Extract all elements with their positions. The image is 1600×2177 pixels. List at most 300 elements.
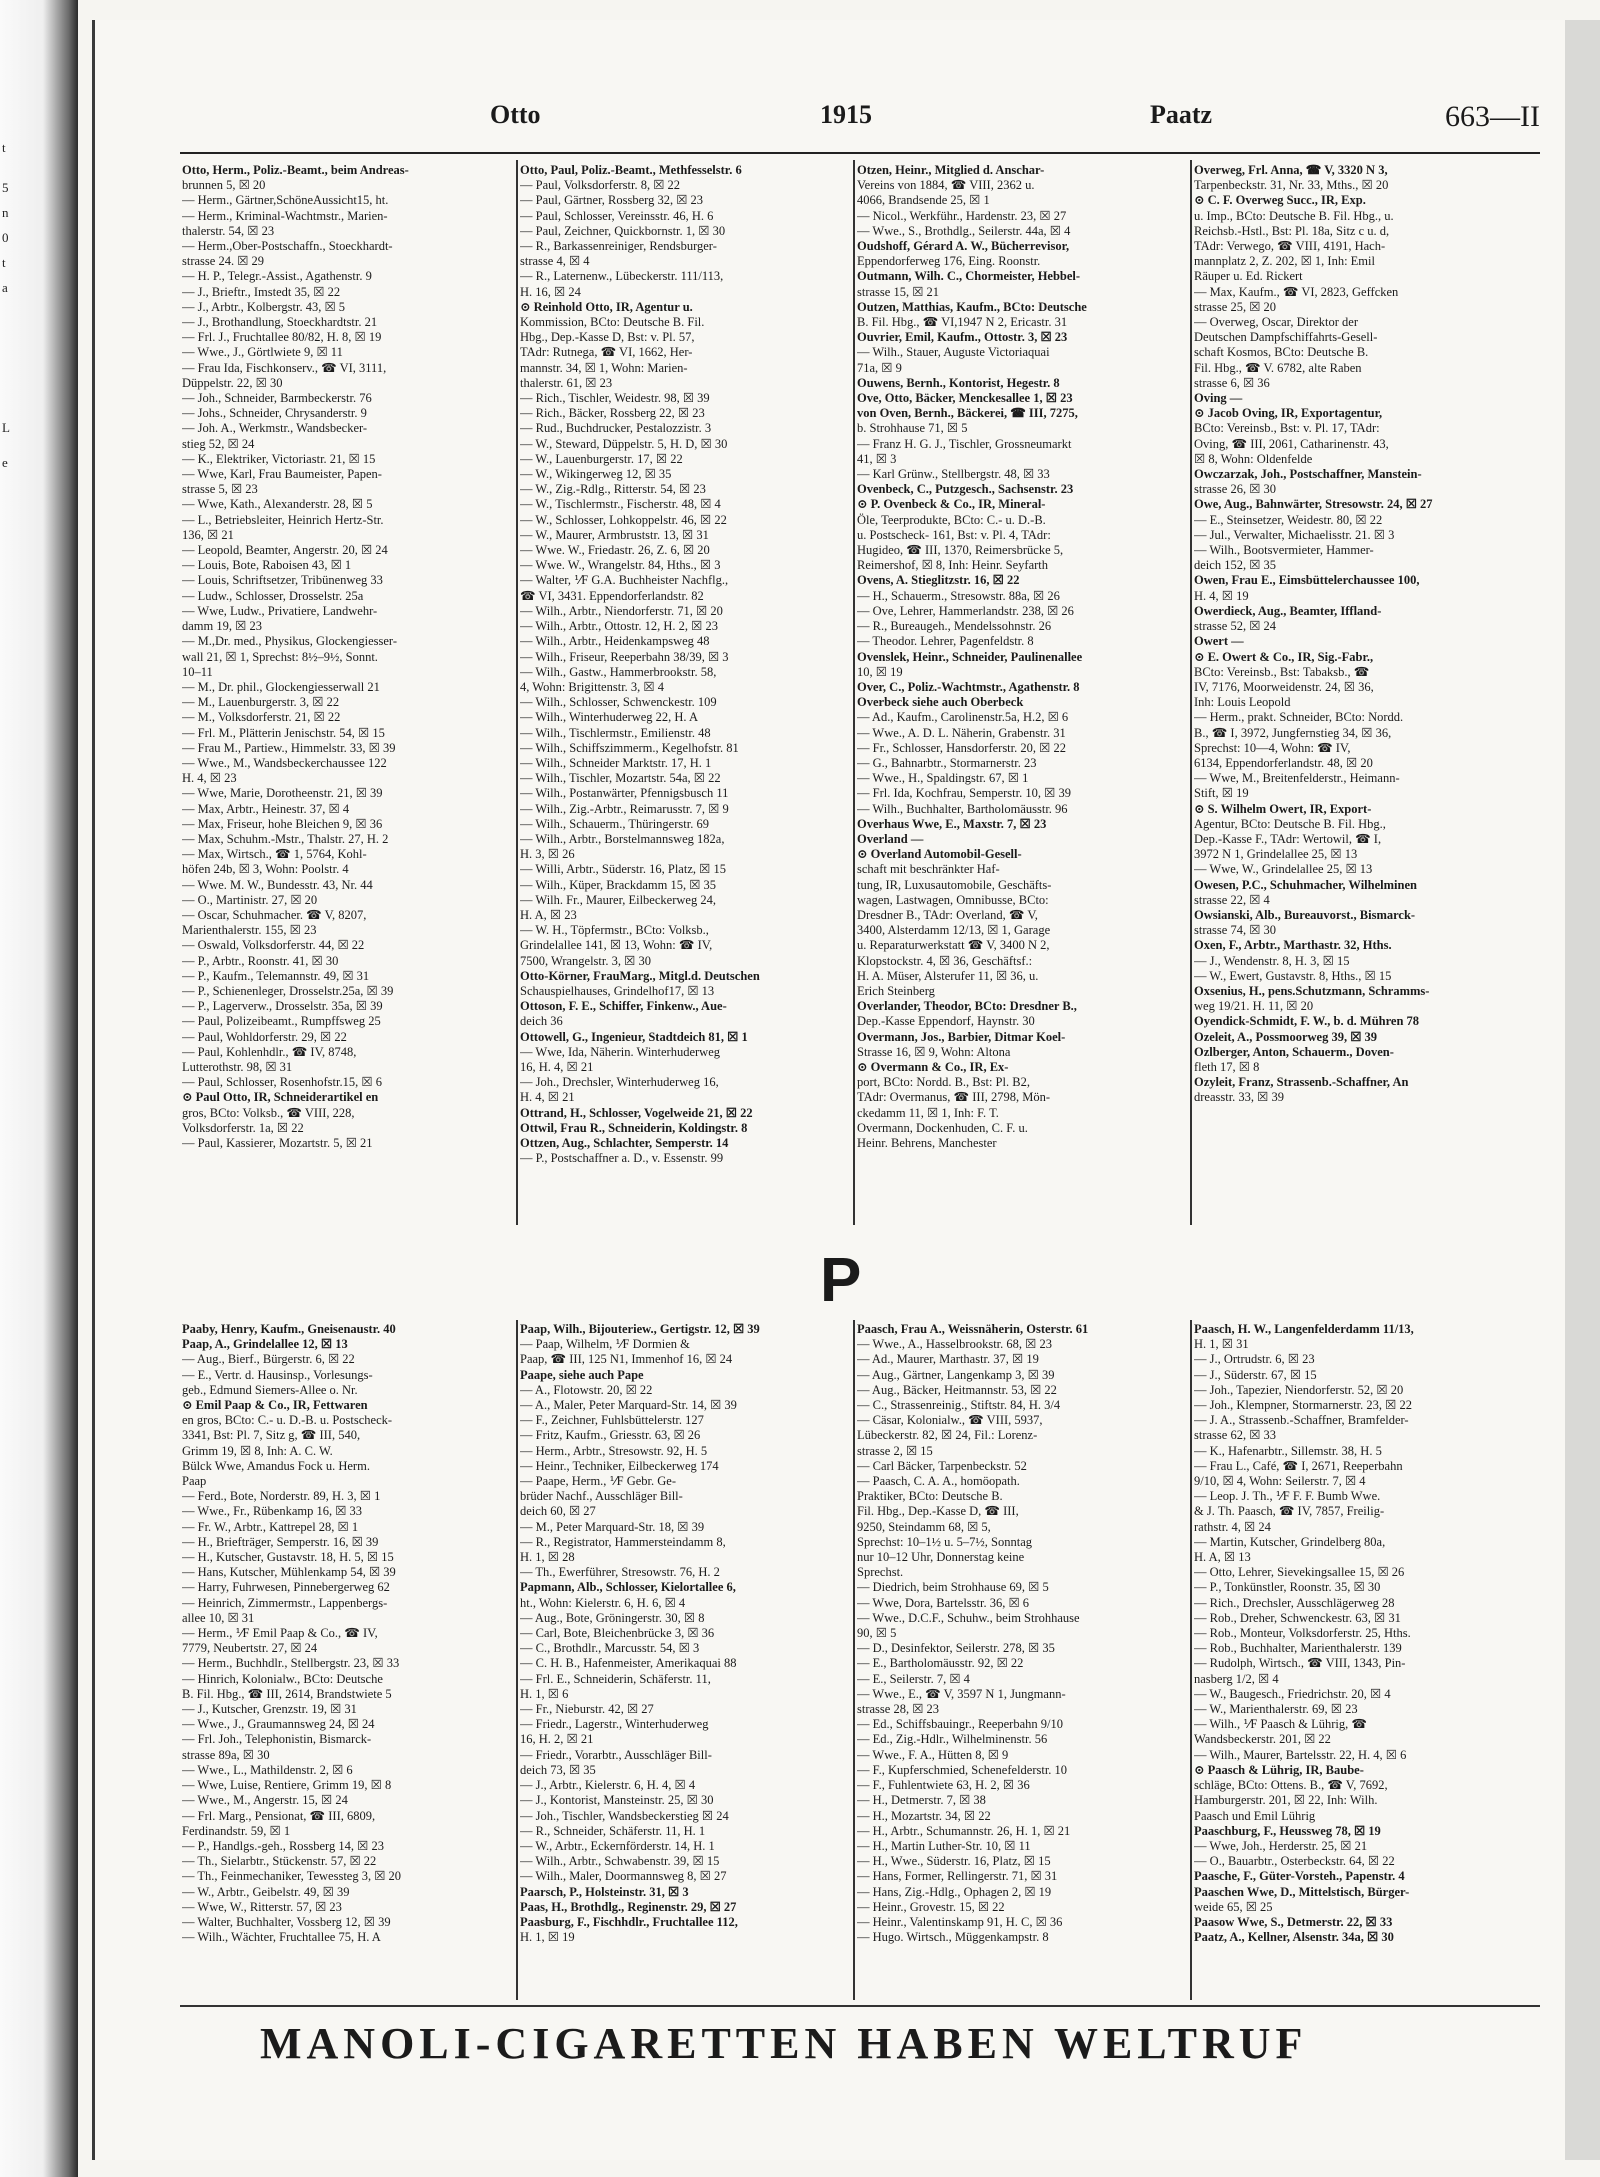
- directory-entry-line: — Paul, Schlosser, Rosenhofstr.15, ☒ 6: [182, 1075, 382, 1090]
- directory-entry-line: Paasch, H. W., Langenfelderdamm 11/13,: [1194, 1322, 1414, 1336]
- directory-entry-line: Paatz, A., Kellner, Alsenstr. 34a, ☒ 30: [1194, 1930, 1394, 1945]
- directory-entry-line: deich 36: [520, 1014, 563, 1029]
- directory-entry-line: Oving, ☎ III, 2061, Catharinenstr. 43,: [1194, 436, 1389, 451]
- directory-entry-line: — W., Steward, Düppelstr. 5, H. D, ☒ 30: [520, 436, 728, 451]
- directory-entry-line: allee 10, ☒ 31: [182, 1610, 255, 1625]
- directory-entry-line: ht., Wohn: Kielerstr. 6, H. 6, ☒ 4: [520, 1595, 686, 1610]
- directory-entry-line: Ove, Otto, Bäcker, Menckesallee 1, ☒ 23: [857, 391, 1073, 406]
- directory-entry-line: mannplatz 2, Z. 202, ☒ 1, Inh: Emil: [1194, 254, 1375, 269]
- directory-entry-line: ⊙ Overmann & Co., IR, Ex-: [857, 1059, 1009, 1074]
- directory-entry-line: — Wilh., Bootsvermieter, Hammer-: [1194, 543, 1374, 558]
- directory-entry-line: 6134, Eppendorferlandstr. 48, ☒ 20: [1194, 755, 1373, 770]
- directory-entry-line: Owsianski, Alb., Bureauvorst., Bismarck-: [1194, 907, 1416, 922]
- directory-entry-line: — Ad., Kaufm., Carolinenstr.5a, H.2, ☒ 6: [857, 710, 1069, 725]
- directory-entry-line: strasse 24. ☒ 29: [182, 254, 265, 269]
- directory-entry-line: — H., Arbtr., Schumannstr. 26, H. 1, ☒ 21: [857, 1823, 1071, 1838]
- directory-entry-line: — Harry, Fuhrwesen, Pinnebergerweg 62: [182, 1580, 390, 1595]
- directory-entry-line: — Aug., Gärtner, Langenkamp 3, ☒ 39: [857, 1367, 1055, 1382]
- directory-entry-line: — Ludw., Schlosser, Drosselstr. 25a: [182, 588, 364, 603]
- directory-entry-line: Lübeckerstr. 82, ☒ 24, Fil.: Lorenz-: [857, 1428, 1038, 1443]
- directory-entry-line: — Frl. J., Fruchtallee 80/82, H. 8, ☒ 19: [182, 330, 382, 345]
- directory-entry-line: — H., Mozartstr. 34, ☒ 22: [857, 1808, 991, 1823]
- directory-entry-line: — J., Brothandlung, Stoeckhardtstr. 21: [182, 315, 378, 330]
- directory-entry-line: 90, ☒ 5: [857, 1626, 897, 1641]
- directory-entry-line: 136, ☒ 21: [182, 527, 234, 542]
- directory-entry-line: 9/10, ☒ 4, Wohn: Seilerstr. 7, ☒ 4: [1194, 1474, 1366, 1489]
- directory-entry-line: — Rud., Buchdrucker, Pestalozzistr. 3: [520, 421, 712, 436]
- directory-entry-line: — Ed., Schiffsbauingr., Reeperbahn 9/10: [857, 1717, 1063, 1732]
- directory-entry-line: dreasstr. 33, ☒ 39: [1194, 1090, 1285, 1105]
- directory-entry-line: — Frau Ida, Fischkonserv., ☎ VI, 3111,: [182, 360, 387, 375]
- column-divider: [1190, 160, 1192, 1225]
- directory-entry-line: Over, C., Poliz.-Wachtmstr., Agathenstr. 8: [857, 679, 1080, 694]
- directory-entry-line: nur 10–12 Uhr, Donnerstag keine: [857, 1550, 1025, 1565]
- directory-entry-line: ☒ 8, Wohn: Oldenfelde: [1194, 451, 1313, 466]
- directory-entry-line: — J., Arbtr., Kolbergstr. 43, ☒ 5: [182, 299, 346, 314]
- directory-entry-line: — D., Desinfektor, Seilerstr. 278, ☒ 35: [857, 1641, 1055, 1656]
- directory-entry-line: B., ☎ I, 3972, Jungfernstieg 34, ☒ 36,: [1194, 725, 1392, 740]
- margin-fragment: n: [2, 205, 9, 220]
- directory-entry-line: — Wilh., Arbtr., Niendorferstr. 71, ☒ 20: [520, 603, 723, 618]
- directory-entry-line: — Carl Bäcker, Tarpenbeckstr. 52: [857, 1458, 1027, 1473]
- directory-entry-line: Oudshoff, Gérard A. W., Bücherrevisor,: [857, 239, 1070, 254]
- directory-entry-line: — Wilh., Schneider Marktstr. 17, H. 1: [520, 755, 712, 770]
- directory-entry-line: mannstr. 34, ☒ 1, Wohn: Marien-: [520, 360, 688, 375]
- directory-entry-line: — Fr., Schlosser, Hansdorferstr. 20, ☒ 22: [857, 740, 1066, 755]
- directory-entry-line: Erich Steinberg: [857, 983, 935, 998]
- directory-entry-line: — Joh., Tischler, Wandsbeckerstieg ☒ 24: [520, 1808, 729, 1823]
- directory-entry-line: — H., Kutscher, Gustavstr. 18, H. 5, ☒ 15: [182, 1550, 394, 1565]
- directory-entry-line: — Wwe., A. D. L. Näherin, Grabenstr. 31: [857, 725, 1066, 740]
- directory-entry-line: Fil. Hbg., ☎ V. 6782, alte Raben: [1194, 360, 1362, 375]
- directory-entry-line: Klopstockstr. 4, ☒ 36, Geschäftsf.:: [857, 953, 1033, 968]
- directory-column: [857, 163, 1187, 1223]
- directory-entry-line: Dep.-Kasse Eppendorf, Haynstr. 30: [857, 1014, 1035, 1029]
- directory-entry-line: — Wilh., Arbtr., Schwabenstr. 39, ☒ 15: [520, 1854, 720, 1869]
- directory-entry-line: weide 65, ☒ 25: [1194, 1899, 1273, 1914]
- directory-entry-line: — Jul., Verwalter, Michaelisstr. 21. ☒ 3: [1194, 527, 1395, 542]
- directory-entry-line: — Ove, Lehrer, Hammerlandstr. 238, ☒ 26: [857, 603, 1074, 618]
- directory-entry-line: ☎ VI, 3431. Eppendorferlandstr. 82: [520, 588, 704, 603]
- directory-entry-line: strasse 5, ☒ 23: [182, 482, 258, 497]
- directory-entry-line: — M., Peter Marquard-Str. 18, ☒ 39: [520, 1519, 705, 1534]
- directory-entry-line: H. 4, ☒ 19: [1194, 588, 1249, 603]
- directory-entry-line: — Karl Grünw., Stellbergstr. 48, ☒ 33: [857, 467, 1050, 482]
- directory-entry-line: — W., Wikingerweg 12, ☒ 35: [520, 467, 672, 482]
- directory-entry-line: Overhaus Wwe, E., Maxstr. 7, ☒ 23: [857, 816, 1047, 831]
- directory-entry-line: Schauspielhauses, Grindelhof17, ☒ 13: [520, 983, 715, 998]
- directory-entry-line: — Rich., Drechsler, Ausschlägerweg 28: [1194, 1595, 1395, 1610]
- directory-entry-line: H. 1, ☒ 6: [520, 1686, 569, 1701]
- directory-entry-line: — R., Schneider, Schäferstr. 11, H. 1: [520, 1823, 706, 1838]
- directory-entry-line: Sprechst: 10—4, Wohn: ☎ IV,: [1194, 740, 1351, 755]
- directory-entry-line: schläge, BCto: Ottens. B., ☎ V, 7692,: [1194, 1778, 1388, 1793]
- directory-entry-line: — F., Kupferschmied, Schenefelderstr. 10: [857, 1762, 1068, 1777]
- directory-entry-line: — J., Ortrudstr. 6, ☒ 23: [1194, 1352, 1315, 1367]
- directory-entry-line: — F., Zeichner, Fuhlsbüttelerstr. 127: [520, 1413, 704, 1428]
- directory-entry-line: — Wwe, Karl, Frau Baumeister, Papen-: [182, 467, 382, 482]
- margin-fragment: e: [2, 455, 8, 470]
- directory-entry-line: — Frau L., Café, ☎ I, 2671, Reeperbahn: [1194, 1458, 1403, 1473]
- directory-entry-line: Öle, Teerprodukte, BCto: C.- u. D.-B.: [857, 512, 1046, 527]
- directory-entry-line: Ferdinandstr. 59, ☒ 1: [182, 1823, 291, 1838]
- directory-entry-line: Paasburg, F., Fischhdlr., Fruchtallee 112,: [520, 1914, 738, 1929]
- directory-entry-line: — K., Hafenarbtr., Sillemstr. 38, H. 5: [1194, 1443, 1382, 1458]
- directory-entry-line: Ovenbeck, C., Putzgesch., Sachsenstr. 23: [857, 482, 1074, 497]
- directory-entry-line: — Wwe., S., Brothdlg., Seilerstr. 44a, ☒ 4: [857, 223, 1071, 238]
- directory-entry-line: Volksdorferstr. 1a, ☒ 22: [182, 1120, 304, 1135]
- directory-entry-line: Paasow Wwe, S., Detmerstr. 22, ☒ 33: [1194, 1914, 1393, 1929]
- directory-entry-line: TAdr: Rutnega, ☎ VI, 1662, Her-: [520, 345, 693, 360]
- directory-entry-line: Lutterothstr. 98, ☒ 31: [182, 1059, 293, 1074]
- directory-entry-line: — E., Bartholomäusstr. 92, ☒ 22: [857, 1656, 1024, 1671]
- directory-entry-line: Wandsbeckerstr. 201, ☒ 22: [1194, 1732, 1331, 1747]
- directory-entry-line: — Ed., Zig.-Hdlr., Wilhelminenstr. 56: [857, 1732, 1048, 1747]
- directory-entry-line: Paaschburg, F., Heussweg 78, ☒ 19: [1194, 1823, 1381, 1838]
- directory-entry-line: damm 19, ☒ 23: [182, 619, 262, 634]
- directory-entry-line: — Wilh., Postanwärter, Pfennigsbusch 11: [520, 786, 729, 801]
- directory-entry-line: Räuper u. Ed. Rickert: [1194, 269, 1303, 284]
- directory-entry-line: strasse 2, ☒ 15: [857, 1443, 933, 1458]
- directory-entry-line: — K., Elektriker, Victoriastr. 21, ☒ 15: [182, 451, 376, 466]
- directory-entry-line: — C., Strassenreinig., Stiftstr. 84, H. 3/4: [857, 1398, 1061, 1413]
- directory-entry-line: — P., Tonkünstler, Roonstr. 35, ☒ 30: [1194, 1580, 1381, 1595]
- directory-entry-line: — Wilh., Arbtr., Ottostr. 12, H. 2, ☒ 23: [520, 619, 718, 634]
- directory-entry-line: Sprechst.: [857, 1565, 904, 1580]
- directory-entry-line: — Heinrich, Zimmermstr., Lappenbergs-: [182, 1595, 388, 1610]
- directory-entry-line: — H., Martin Luther-Str. 10, ☒ 11: [857, 1838, 1031, 1853]
- directory-entry-line: — J., Kontorist, Mansteinstr. 25, ☒ 30: [520, 1793, 714, 1808]
- directory-entry-line: — R., Barkassenreiniger, Rendsburger-: [520, 239, 717, 254]
- directory-entry-line: — Heinr., Valentinskamp 91, H. C, ☒ 36: [857, 1914, 1063, 1929]
- directory-entry-line: — Oswald, Volksdorferstr. 44, ☒ 22: [182, 938, 365, 953]
- directory-entry-line: — C., Brothdlr., Marcusstr. 54, ☒ 3: [520, 1641, 700, 1656]
- directory-entry-line: 10–11: [182, 664, 213, 679]
- directory-entry-line: — W., Marienthalerstr. 69, ☒ 23: [1194, 1702, 1358, 1717]
- column-divider: [516, 160, 518, 1225]
- directory-entry-line: — M., Dr. phil., Glockengiesserwall 21: [182, 679, 380, 694]
- directory-entry-line: — H. P., Telegr.-Assist., Agathenstr. 9: [182, 269, 372, 284]
- directory-entry-line: Overmann, Jos., Barbier, Ditmar Koel-: [857, 1029, 1066, 1044]
- directory-entry-line: — Rob., Dreher, Schwenckestr. 63, ☒ 31: [1194, 1610, 1401, 1625]
- directory-entry-line: Sprechst: 10–1½ u. 5–7½, Sonntag: [857, 1534, 1032, 1549]
- directory-entry-line: Ouwens, Bernh., Kontorist, Hegestr. 8: [857, 375, 1060, 390]
- directory-entry-line: H. 4, ☒ 23: [182, 771, 237, 786]
- directory-entry-line: — Ad., Maurer, Marthastr. 37, ☒ 19: [857, 1352, 1039, 1367]
- directory-entry-line: tung, IR, Luxusautomobile, Geschäfts-: [857, 877, 1052, 892]
- directory-entry-line: — Nicol., Werkführ., Hardenstr. 23, ☒ 27: [857, 208, 1067, 223]
- directory-entry-line: Ottwil, Frau R., Schneiderin, Koldingstr. 8: [520, 1120, 748, 1135]
- directory-entry-line: — L., Betriebsleiter, Heinrich Hertz-Str.: [182, 512, 384, 527]
- directory-entry-line: — Paap, Wilhelm, ⅟F Dormien &: [520, 1337, 690, 1352]
- column-divider: [853, 160, 855, 1225]
- directory-entry-line: — Hans, Kutscher, Mühlenkamp 54, ☒ 39: [182, 1565, 396, 1580]
- directory-entry-line: Ozlberger, Anton, Schauerm., Doven-: [1194, 1044, 1394, 1059]
- directory-entry-line: — Wwe, W., Grindelallee 25, ☒ 13: [1194, 862, 1373, 877]
- header-year: 1915: [820, 100, 872, 129]
- directory-entry-line: — W., Schlosser, Lohkoppelstr. 46, ☒ 22: [520, 512, 727, 527]
- directory-entry-line: — Joh. A., Werkmstr., Wandsbecker-: [182, 421, 368, 436]
- directory-entry-line: wagen, Lastwagen, Omnibusse, BCto:: [857, 892, 1049, 907]
- directory-entry-line: — Wwe, Dora, Bartelsstr. 36, ☒ 6: [857, 1595, 1030, 1610]
- directory-entry-line: — Cäsar, Kolonialw., ☎ VIII, 5937,: [857, 1413, 1043, 1428]
- directory-entry-line: Overland —: [857, 831, 924, 846]
- directory-entry-line: Owert —: [1194, 634, 1244, 649]
- directory-entry-line: b. Strohhause 71, ☒ 5: [857, 421, 968, 436]
- page-header: [90, 100, 1540, 140]
- directory-entry-line: strasse 89a, ☒ 30: [182, 1747, 270, 1762]
- directory-entry-line: — Rich., Tischler, Weidestr. 98, ☒ 39: [520, 391, 710, 406]
- directory-entry-line: — Paul, Polizeibeamt., Rumpffsweg 25: [182, 1014, 381, 1029]
- directory-entry-line: gros, BCto: Volksb., ☎ VIII, 228,: [182, 1105, 355, 1120]
- directory-entry-line: Grimm 19, ☒ 8, Inh: A. C. W.: [182, 1443, 333, 1458]
- directory-entry-line: strasse 62, ☒ 33: [1194, 1428, 1277, 1443]
- directory-entry-line: — Diedrich, beim Strohhause 69, ☒ 5: [857, 1580, 1049, 1595]
- directory-entry-line: — P., Lagerverw., Drosselstr. 35a, ☒ 39: [182, 999, 383, 1014]
- directory-entry-line: — Max, Wirtsch., ☎ 1, 5764, Kohl-: [182, 847, 367, 862]
- directory-column: [182, 1322, 512, 1998]
- directory-entry-line: Reimershof, ☒ 8, Inh: Heinr. Seyfarth: [857, 558, 1049, 573]
- directory-entry-line: Strasse 16, ☒ 9, Wohn: Altona: [857, 1044, 1011, 1059]
- directory-entry-line: — Wwe., H., Spaldingstr. 67, ☒ 1: [857, 771, 1029, 786]
- directory-entry-line: 4066, Brandsende 25, ☒ 1: [857, 193, 990, 208]
- directory-entry-line: nasberg 1/2, ☒ 4: [1194, 1671, 1279, 1686]
- directory-entry-line: — Wilh., Zig.-Arbtr., Reimarusstr. 7, ☒ 9: [520, 801, 729, 816]
- directory-entry-line: — Paul, Zeichner, Quickbornstr. 1, ☒ 30: [520, 223, 726, 238]
- directory-entry-line: brüder Nachf., Ausschläger Bill-: [520, 1489, 683, 1504]
- directory-entry-line: — G., Bahnarbtr., Stormarnerstr. 23: [857, 755, 1037, 770]
- directory-entry-line: — Frau M., Partiew., Himmelstr. 33, ☒ 39: [182, 740, 396, 755]
- directory-entry-line: — Martin, Kutscher, Grindelberg 80a,: [1194, 1534, 1386, 1549]
- directory-entry-line: Düppelstr. 22, ☒ 30: [182, 375, 283, 390]
- directory-entry-line: strasse 28, ☒ 23: [857, 1702, 940, 1717]
- directory-entry-line: — Paul, Kohlenhdlr., ☎ IV, 8748,: [182, 1044, 357, 1059]
- directory-entry-line: — Th., Ewerführer, Stresowstr. 76, H. 2: [520, 1565, 720, 1580]
- directory-entry-line: Bülck Wwe, Amandus Fock u. Herm.: [182, 1458, 370, 1473]
- directory-entry-line: TAdr: Verwego, ☎ VIII, 4191, Hach-: [1194, 239, 1386, 254]
- directory-entry-line: — Wilh., Arbtr., Borstelmannsweg 182a,: [520, 831, 725, 846]
- directory-entry-line: 9250, Steindamm 68, ☒ 5,: [857, 1519, 991, 1534]
- directory-entry-line: Ottrand, H., Schlosser, Vogelweide 21, ☒ 22: [520, 1105, 753, 1120]
- directory-entry-line: Overlander, Theodor, BCto: Dresdner B.,: [857, 999, 1077, 1014]
- directory-entry-line: weg 19/21. H. 11, ☒ 20: [1194, 999, 1314, 1014]
- directory-entry-line: — R., Registrator, Hammersteindamm 8,: [520, 1534, 726, 1549]
- directory-entry-line: — Wwe, W., Ritterstr. 57, ☒ 23: [182, 1899, 342, 1914]
- directory-entry-line: B. Fil. Hbg., ☎ VI,1947 N 2, Ericastr. 31: [857, 315, 1068, 330]
- directory-entry-line: ⊙ C. F. Overweg Succ., IR, Exp.: [1194, 193, 1366, 208]
- directory-entry-line: Overmann, Dockenhuden, C. F. u.: [857, 1120, 1028, 1135]
- directory-entry-line: — A., Flotowstr. 20, ☒ 22: [520, 1382, 653, 1397]
- directory-entry-line: wall 21, ☒ 1, Sprechst: 8½–9½, Sonnt.: [182, 649, 378, 664]
- directory-entry-line: — P., Kaufm., Telemannstr. 49, ☒ 31: [182, 968, 370, 983]
- directory-entry-line: — Johs., Schneider, Chrysanderstr. 9: [182, 406, 367, 421]
- directory-entry-line: — Herm.,Ober-Postschaffn., Stoeckhardt-: [182, 239, 393, 254]
- directory-entry-line: ⊙ Overland Automobil-Gesell-: [857, 847, 1022, 862]
- directory-entry-line: — W., Tischlermstr., Fischerstr. 48, ☒ 4: [520, 497, 721, 512]
- directory-entry-line: ⊙ Jacob Oving, IR, Exportagentur,: [1194, 406, 1383, 421]
- directory-entry-line: — W., Maurer, Armbruststr. 13, ☒ 31: [520, 527, 709, 542]
- directory-entry-line: strasse 4, ☒ 4: [520, 254, 590, 269]
- directory-entry-line: — Frl. Marg., Pensionat, ☎ III, 6809,: [182, 1808, 376, 1823]
- directory-entry-line: — Wwe, Ida, Näherin. Winterhuderweg: [520, 1044, 721, 1059]
- directory-column: [520, 163, 850, 1223]
- directory-entry-line: Overbeck siehe auch Oberbeck: [857, 695, 1024, 710]
- directory-entry-line: — Herm., ⅟F Emil Paap & Co., ☎ IV,: [182, 1626, 378, 1641]
- directory-entry-line: — Wilh., Winterhuderweg 22, H. A: [520, 710, 699, 725]
- directory-entry-line: Overweg, Frl. Anna, ☎ V, 3320 N 3,: [1194, 163, 1388, 177]
- directory-entry-line: ⊙ Paul Otto, IR, Schneiderartikel en: [182, 1090, 379, 1105]
- directory-column: [182, 163, 512, 1223]
- directory-entry-line: Heinr. Behrens, Manchester: [857, 1136, 997, 1150]
- directory-entry-line: — Wilh., Friseur, Reeperbahn 38/39, ☒ 3: [520, 649, 729, 664]
- directory-entry-line: — Max, Arbtr., Heinestr. 37, ☒ 4: [182, 801, 350, 816]
- footer-rule: [180, 2005, 1540, 2007]
- directory-entry-line: — Heinr., Grovestr. 15, ☒ 22: [857, 1899, 1005, 1914]
- directory-entry-line: geb., Edmund Siemers-Allee o. Nr.: [182, 1382, 358, 1397]
- margin-fragment: 5: [2, 180, 9, 195]
- directory-entry-line: — Wwe., F. A., Hütten 8, ☒ 9: [857, 1747, 1009, 1762]
- directory-entry-line: — Herm., prakt. Schneider, BCto: Nordd.: [1194, 710, 1404, 725]
- directory-entry-line: H. 3, ☒ 26: [520, 847, 575, 862]
- margin-fragment: a: [2, 280, 8, 295]
- directory-entry-line: — Leop. J. Th., ⅟F F. F. Bumb Wwe.: [1194, 1489, 1381, 1504]
- directory-entry-line: — J., Kutscher, Grenzstr. 19, ☒ 31: [182, 1702, 357, 1717]
- directory-entry-line: — M., Lauenburgerstr. 3, ☒ 22: [182, 695, 340, 710]
- directory-entry-line: — Friedr., Lagerstr., Winterhuderweg: [520, 1717, 709, 1732]
- directory-entry-line: — Overweg, Oscar, Direktor der: [1194, 315, 1359, 330]
- directory-entry-line: — C. H. B., Hafenmeister, Amerikaquai 88: [520, 1656, 737, 1671]
- directory-entry-line: Paasche, F., Güter-Vorsteh., Papenstr. 4: [1194, 1869, 1405, 1884]
- directory-entry-line: Ottzen, Aug., Schlachter, Semperstr. 14: [520, 1136, 729, 1150]
- directory-entry-line: BCto: Vereinsb., Bst: Tabaksb., ☎: [1194, 664, 1370, 679]
- directory-entry-line: — Max, Kaufm., ☎ VI, 2823, Geffcken: [1194, 284, 1399, 299]
- directory-entry-line: — J. A., Strassenb.-Schaffner, Bramfelder-: [1194, 1413, 1409, 1428]
- directory-entry-line: — Wwe. W., Wrangelstr. 84, Hths., ☒ 3: [520, 558, 721, 573]
- directory-entry-line: Owczarzak, Joh., Postschaffner, Manstein-: [1194, 467, 1422, 482]
- directory-entry-line: — Herm., Kriminal-Wachtmstr., Marien-: [182, 208, 388, 223]
- directory-entry-line: — E., Seilerstr. 7, ☒ 4: [857, 1671, 970, 1686]
- directory-entry-line: Inh: Louis Leopold: [1194, 695, 1291, 710]
- directory-entry-line: H. 4, ☒ 21: [520, 1090, 575, 1105]
- directory-entry-line: — W., Arbtr., Geibelstr. 49, ☒ 39: [182, 1884, 350, 1899]
- directory-entry-line: Kommission, BCto: Deutsche B. Fil.: [520, 315, 705, 330]
- directory-entry-line: — Th., Sielarbtr., Stückenstr. 57, ☒ 22: [182, 1854, 377, 1869]
- directory-entry-line: Papmann, Alb., Schlosser, Kielortallee 6,: [520, 1580, 736, 1595]
- directory-entry-line: — E., Vertr. d. Hausinsp., Vorlesungs-: [182, 1367, 373, 1382]
- header-rule: [180, 152, 1540, 154]
- directory-entry-line: — Wwe., A., Hasselbrookstr. 68, ☒ 23: [857, 1337, 1052, 1352]
- scan-left-margin: [0, 0, 78, 2177]
- directory-entry-line: — Carl, Bote, Bleichenbrücke 3, ☒ 36: [520, 1626, 715, 1641]
- directory-entry-line: — F., Fuhlentwiete 63, H. 2, ☒ 36: [857, 1778, 1030, 1793]
- directory-entry-line: — Max, Friseur, hohe Bleichen 9, ☒ 36: [182, 816, 383, 831]
- directory-entry-line: u. Postscheck- 161, Bst: v. Pl. 4, TAdr:: [857, 527, 1051, 542]
- directory-entry-line: — Frl. Joh., Telephonistin, Bismarck-: [182, 1732, 372, 1747]
- scan-right-edge: [1560, 20, 1600, 2160]
- directory-entry-line: — Wwe, Kath., Alexanderstr. 28, ☒ 5: [182, 497, 373, 512]
- directory-entry-line: H. 1, ☒ 31: [1194, 1337, 1249, 1352]
- directory-entry-line: H. 1, ☒ 19: [520, 1930, 575, 1945]
- directory-entry-line: Otzen, Heinr., Mitglied d. Anschar-: [857, 163, 1045, 177]
- directory-entry-line: — Wilh., ⅟F Paasch & Lührig, ☎: [1194, 1717, 1367, 1732]
- directory-entry-line: — J., Süderstr. 67, ☒ 15: [1194, 1367, 1317, 1382]
- directory-entry-line: — H., Briefträger, Semperstr. 16, ☒ 39: [182, 1534, 379, 1549]
- directory-entry-line: — M., Volksdorferstr. 21, ☒ 22: [182, 710, 341, 725]
- directory-entry-line: ⊙ S. Wilhelm Owert, IR, Export-: [1194, 801, 1372, 816]
- directory-entry-line: fleth 17, ☒ 8: [1194, 1059, 1260, 1074]
- directory-entry-line: — Wilh., Wächter, Fruchtallee 75, H. A: [182, 1930, 381, 1945]
- directory-entry-line: Paape, siehe auch Pape: [520, 1367, 644, 1382]
- directory-entry-line: — Frl. M., Plätterin Jenischstr. 54, ☒ 15: [182, 725, 385, 740]
- directory-entry-line: — P., Arbtr., Roonstr. 41, ☒ 30: [182, 953, 339, 968]
- directory-entry-line: Paasch, Frau A., Weissnäherin, Osterstr. 61: [857, 1322, 1089, 1336]
- directory-entry-line: — Joh., Klempner, Stormarnerstr. 23, ☒ 22: [1194, 1398, 1412, 1413]
- directory-entry-line: — Frl. E., Schneiderin, Schäferstr. 11,: [520, 1671, 711, 1686]
- directory-entry-line: — Joh., Drechsler, Winterhuderweg 16,: [520, 1075, 719, 1090]
- directory-entry-line: BCto: Vereinsb., Bst: v. Pl. 17, TAdr:: [1194, 421, 1380, 436]
- directory-entry-line: Paaschen Wwe, D., Mittelstisch, Bürger-: [1194, 1884, 1410, 1899]
- directory-entry-line: Paarsch, P., Holsteinstr. 31, ☒ 3: [520, 1884, 689, 1899]
- directory-entry-line: — A., Maler, Peter Marquard-Str. 14, ☒ 39: [520, 1398, 737, 1413]
- directory-entry-line: — Paul, Wohldorferstr. 29, ☒ 22: [182, 1029, 347, 1044]
- directory-entry-line: Paaby, Henry, Kaufm., Gneisenaustr. 40: [182, 1322, 396, 1336]
- column-divider: [1190, 1320, 1192, 2000]
- directory-entry-line: — Joh., Schneider, Barmbeckerstr. 76: [182, 391, 372, 406]
- directory-entry-line: — Wilh., Schauerm., Thüringerstr. 69: [520, 816, 709, 831]
- directory-entry-line: Paap, A., Grindelallee 12, ☒ 13: [182, 1337, 348, 1352]
- directory-entry-line: H. 16, ☒ 24: [520, 284, 581, 299]
- directory-entry-line: — P., Postschaffner a. D., v. Essenstr. 99: [520, 1151, 724, 1166]
- directory-entry-line: — R., Laternenw., Lübeckerstr. 111/113,: [520, 269, 724, 284]
- directory-entry-line: Paap, ☎ III, 125 N1, Immenhof 16, ☒ 24: [520, 1352, 733, 1367]
- directory-entry-line: deich 152, ☒ 35: [1194, 558, 1277, 573]
- directory-entry-line: Paas, H., Brothdlg., Reginenstr. 29, ☒ 27: [520, 1899, 737, 1914]
- directory-entry-line: Marienthalerstr. 155, ☒ 23: [182, 923, 317, 938]
- directory-entry-line: strasse 15, ☒ 21: [857, 284, 940, 299]
- directory-entry-line: — Oscar, Schuhmacher. ☎ V, 8207,: [182, 907, 367, 922]
- directory-entry-line: deich 73, ☒ 35: [520, 1762, 596, 1777]
- directory-entry-line: — Wilh., Küper, Brackdamm 15, ☒ 35: [520, 877, 717, 892]
- directory-entry-line: — W. H., Töpfermstr., BCto: Volksb.,: [520, 923, 709, 938]
- directory-entry-line: — Fritz, Kaufm., Griesstr. 63, ☒ 26: [520, 1428, 701, 1443]
- directory-entry-line: ⊙ P. Ovenbeck & Co., IR, Mineral-: [857, 497, 1046, 512]
- section-letter: P: [820, 1246, 862, 1315]
- directory-entry-line: — Joh., Tapezier, Niendorferstr. 52, ☒ 20: [1194, 1382, 1404, 1397]
- directory-entry-line: H. A. Müser, Alsterufer 11, ☒ 36, u.: [857, 968, 1039, 983]
- directory-entry-line: Oxen, F., Arbtr., Marthastr. 32, Hths.: [1194, 938, 1392, 953]
- directory-entry-line: — Wwe, Luise, Rentiere, Grimm 19, ☒ 8: [182, 1778, 392, 1793]
- directory-entry-line: 41, ☒ 3: [857, 451, 897, 466]
- directory-entry-line: — Wwe., J., Graumannsweg 24, ☒ 24: [182, 1717, 375, 1732]
- directory-entry-line: 4, Wohn: Brigittenstr. 3, ☒ 4: [520, 679, 665, 694]
- directory-entry-line: Tarpenbeckstr. 31, Nr. 33, Mths., ☒ 20: [1194, 178, 1389, 193]
- directory-entry-line: — Rob., Monteur, Volksdorferstr. 25, Hths.: [1194, 1626, 1411, 1641]
- directory-entry-line: Owen, Frau E., Eimsbüttelerchaussee 100,: [1194, 573, 1420, 588]
- directory-entry-line: Praktiker, BCto: Deutsche B.: [857, 1489, 1003, 1504]
- directory-entry-line: ⊙ E. Owert & Co., IR, Sig.-Fabr.,: [1194, 649, 1374, 664]
- directory-column: [1194, 163, 1524, 1223]
- directory-entry-line: — Aug., Bote, Gröningerstr. 30, ☒ 8: [520, 1610, 705, 1625]
- directory-entry-line: — W., Ewert, Gustavstr. 8, Hths., ☒ 15: [1194, 968, 1392, 983]
- directory-entry-line: — Wilh., Stauer, Auguste Victoriaquai: [857, 345, 1050, 360]
- directory-entry-line: Agentur, BCto: Deutsche B. Fil. Hbg.,: [1194, 816, 1386, 831]
- directory-entry-line: — O., Martinistr. 27, ☒ 20: [182, 892, 318, 907]
- directory-entry-line: Owerdieck, Aug., Beamter, Iffland-: [1194, 603, 1382, 618]
- directory-entry-line: — Max, Schuhm.-Mstr., Thalstr. 27, H. 2: [182, 831, 389, 846]
- directory-entry-line: — Wwe., M., Angerstr. 15, ☒ 24: [182, 1793, 348, 1808]
- directory-entry-line: Grindelallee 141, ☒ 13, Wohn: ☎ IV,: [520, 938, 713, 953]
- directory-entry-line: — E., Steinsetzer, Weidestr. 80, ☒ 22: [1194, 512, 1383, 527]
